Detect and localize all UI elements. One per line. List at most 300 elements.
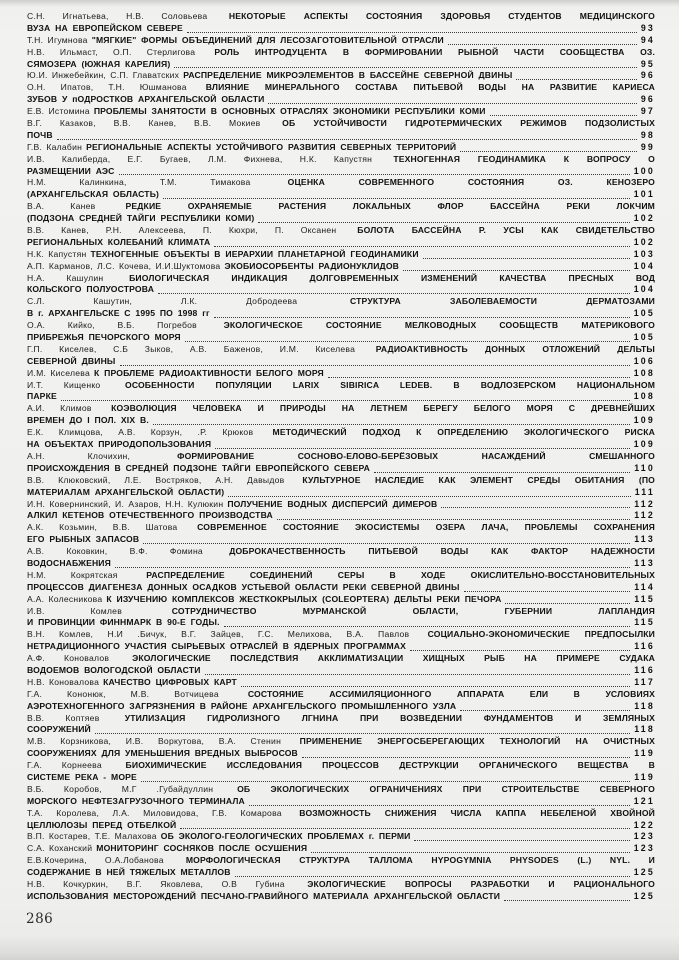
dotted-leader	[120, 364, 630, 366]
toc-title: СОСТОЯНИЕ АССИМИЛЯЦИОННОГО АППАРАТА ЕЛИ В УСЛОВИЯХ	[247, 688, 655, 699]
toc-title: ВОДОЕМОВ ВОЛОГОДСКОЙ ОБЛАСТИ	[27, 664, 201, 675]
toc-line	[27, 617, 655, 629]
dotted-leader	[180, 827, 629, 829]
toc-page-number: 122	[633, 819, 655, 830]
toc-title: ЭКОЛОГИЧЕСКОЕ СОСТОЯНИЕ МЕЛКОВОДНЫХ СООБЩЕСТВ МАТЕРИКОВОГО	[223, 320, 655, 331]
toc-title: РОЛЬ ИНТРОДУЦЕНТА В ФОРМИРОВАНИИ РЫБНОЙ ЧАСТИ СООБЩЕСТВА ОЗ.	[214, 46, 655, 57]
toc-authors: Ю.И. Инжебейкин, С.П. Главатских	[27, 70, 180, 81]
toc-title: ФОРМИРОВАНИЕ СОСНОВО-ЕЛОВО-БЕРЁЗОВЫХ НАСАЖДЕНИЙ СМЕШАННОГО	[177, 450, 655, 461]
toc-entry	[27, 879, 655, 903]
toc-page-number: 116	[634, 641, 655, 652]
dotted-leader	[249, 804, 630, 806]
toc-title: ОБ ЭКОЛОГИЧЕСКИХ ОГРАНИЧЕНИЯХ ПРИ СТРОИТЕЛЬСТВЕ СЕВЕРНОГО	[237, 783, 655, 794]
toc-list	[27, 11, 655, 903]
toc-line	[27, 689, 655, 701]
toc-entry	[27, 320, 655, 344]
toc-entry	[27, 546, 655, 570]
toc-line	[27, 427, 655, 439]
dotted-leader	[205, 673, 631, 675]
toc-authors: А.Н. Клочихин,	[27, 450, 174, 461]
toc-authors: В.В. Канев, Р.Н. Алексеева, П. Кюхри, П. Оксанен	[27, 225, 354, 236]
toc-title: РАСПРЕДЕЛЕНИЕ СОЕДИНЕНИЙ СЕРЫ В ХОДЕ ОКИСЛИТЕЛЬНО-ВОССТАНОВИТЕЛЬНЫХ	[146, 569, 655, 580]
toc-authors: В.В. Клюковский, Л.Е. Востряков, А.Н. Давыдов	[27, 474, 299, 485]
toc-authors: В.Б. Коробов, М.Г .Губайдуллин	[27, 783, 234, 794]
toc-entry	[27, 403, 655, 427]
toc-authors: А.И. Климов	[27, 403, 108, 414]
toc-authors: А.А. Колесникова	[27, 593, 103, 604]
toc-entry	[27, 82, 655, 106]
dotted-leader	[258, 221, 629, 223]
toc-title: (АРХАНГЕЛЬСКАЯ ОБЛАСТЬ)	[27, 189, 160, 200]
dotted-leader	[448, 43, 637, 45]
toc-title: БОЛОТА БАССЕЙНА Р. УСЫ КАК СВИДЕТЕЛЬСТВО	[357, 225, 655, 236]
toc-title: СООРУЖЕНИЯХ ДЛЯ УМЕНЬШЕНИЯ ВРЕДНЫХ ВЫБРОСОВ	[27, 748, 298, 759]
toc-title: СЕВЕРНОЙ ДВИНЫ	[27, 355, 116, 366]
toc-title: УТИЛИЗАЦИЯ ГИДРОЛИЗНОГО ЛГНИНА ПРИ ВОЗВЕДЕНИИ ФУНДАМЕНТОВ И ЗЕМЛЯНЫХ	[124, 712, 655, 723]
toc-page-number: 119	[634, 748, 655, 759]
dotted-leader	[95, 732, 630, 734]
toc-authors: И.М. Киселева	[27, 367, 90, 378]
toc-title: ВРЕМЕН ДО I ПОЛ. XIX В.	[27, 415, 149, 426]
toc-page-number: 112	[634, 498, 655, 509]
toc-line	[27, 439, 655, 451]
toc-authors: И.В. Комлев	[27, 605, 168, 616]
dotted-leader	[215, 447, 630, 449]
toc-line	[27, 47, 655, 59]
toc-title: (ПОДЗОНА СРЕДНЕЙ ТАЙГИ РЕСПУБЛИКИ КОМИ)	[27, 213, 255, 224]
toc-authors: Н.М. Кокрятская	[27, 569, 143, 580]
toc-line	[27, 510, 655, 522]
toc-authors: Н.А. Кашулин	[27, 272, 126, 283]
toc-title: ОБ УСТОЙЧИВОСТИ ГИДРОТЕРМИЧЕСКИХ РЕЖИМОВ ПОДЗОЛИСТЫХ	[282, 118, 655, 129]
toc-line	[27, 130, 655, 142]
toc-entry	[27, 118, 655, 142]
toc-authors: Г.А. Корнеева	[27, 760, 122, 771]
toc-line	[27, 380, 655, 392]
toc-entry	[27, 594, 655, 606]
toc-title: К ПРОБЛЕМЕ РАДИОАКТИВНОСТИ БЕЛОГО МОРЯ	[94, 367, 324, 378]
toc-page-number: 103	[633, 248, 655, 259]
toc-page-number: 95	[640, 58, 655, 69]
toc-authors: Е.В.Кочерина, О.А.Лобанова	[27, 855, 182, 866]
toc-line	[27, 392, 655, 404]
toc-title: СЯМОЗЕРА (ЮЖНАЯ КАРЕЛИЯ)	[27, 58, 171, 69]
toc-page-number: 111	[634, 486, 655, 497]
toc-entry	[27, 35, 655, 47]
toc-authors: В.А. Канев	[27, 201, 122, 212]
toc-page-number: 98	[640, 129, 655, 140]
toc-entry	[27, 47, 655, 71]
toc-entry	[27, 106, 655, 118]
toc-page-number: 125	[633, 867, 655, 878]
toc-entry	[27, 368, 655, 380]
toc-line	[27, 831, 655, 843]
toc-title: СОВРЕМЕННОЕ СОСТОЯНИЕ ЭКОСИСТЕМЫ ОЗЕРА ЛАЧА, ПРОБЛЕМЫ СОХРАНЕНИЯ	[197, 522, 655, 533]
toc-title: МАТЕРИАЛАМ АРХАНГЕЛЬСКОЙ ОБЛАСТИ)	[27, 486, 225, 497]
toc-line	[27, 677, 655, 689]
toc-page-number: 102	[633, 213, 655, 224]
toc-title: ЦЕЛЛЮЛОЗЫ ПЕРЕД ОТБЕЛКОЙ	[27, 819, 177, 830]
toc-entry	[27, 499, 655, 523]
dotted-leader	[460, 150, 637, 152]
toc-page-number: 123	[633, 831, 655, 842]
toc-title: ПРОБЛЕМЫ ЗАНЯТОСТИ В ОСНОВНЫХ ОТРАСЛЯХ ЭКОНОМИКИ РЕСПУБЛИКИ КОМИ	[93, 106, 486, 117]
dotted-leader	[441, 506, 630, 508]
toc-entry	[27, 296, 655, 320]
toc-title: НЕКОТОРЫЕ АСПЕКТЫ СОСТОЯНИЯ ЗДОРОВЬЯ СТУДЕНТОВ МЕДИЦИНСКОГО	[228, 11, 655, 21]
toc-line	[27, 499, 655, 511]
toc-title: РЕДКИЕ ОХРАНЯЕМЫЕ РАСТЕНИЯ ЛОКАЛЬНЫХ ФЛОР БАССЕЙНА РЕКИ ЛОКЧИМ	[125, 201, 655, 212]
toc-entry	[27, 831, 655, 843]
toc-line	[27, 284, 655, 296]
toc-line	[27, 415, 655, 427]
dotted-leader	[423, 257, 630, 259]
toc-title: ЭКОБИОСОРБЕНТЫ РАДИОНУКЛИДОВ	[224, 260, 400, 271]
toc-authors: А.В. Коковкин, В.Ф. Фомина	[27, 546, 226, 557]
toc-page-number: 110	[634, 462, 655, 473]
toc-line	[27, 189, 655, 201]
toc-title: СИСТЕМЕ РЕКА - МОРЕ	[27, 772, 137, 782]
toc-entry	[27, 11, 655, 35]
toc-page-number: 119	[634, 772, 655, 782]
dotted-leader	[268, 102, 636, 104]
toc-line	[27, 142, 655, 154]
toc-line	[27, 82, 655, 94]
toc-line	[27, 70, 655, 82]
dotted-leader	[174, 66, 636, 68]
toc-line	[27, 522, 655, 534]
dotted-leader	[158, 292, 630, 294]
dotted-leader	[235, 875, 630, 877]
toc-line	[27, 35, 655, 47]
toc-entry	[27, 70, 655, 82]
toc-title: ЕГО РЫБНЫХ ЗАПАСОВ	[27, 534, 140, 545]
toc-page-number: 104	[633, 284, 655, 295]
toc-line	[27, 879, 655, 891]
toc-page-number: 93	[640, 22, 655, 33]
toc-page-number: 115	[634, 593, 655, 604]
toc-line	[27, 760, 655, 772]
toc-entry	[27, 713, 655, 737]
toc-title: СОТРУДНИЧЕСТВО МУРМАНСКОЙ ОБЛАСТИ, ГУБЕРНИИ ЛАПЛАНДИЯ	[171, 605, 655, 616]
dotted-leader	[277, 518, 630, 520]
toc-authors: М.В. Корзникова, И.В. Воркутова, В.А. Стенин	[27, 736, 296, 747]
toc-line	[27, 59, 655, 71]
dotted-leader	[57, 138, 637, 140]
toc-page-number: 118	[634, 724, 655, 735]
toc-line	[27, 820, 655, 832]
toc-authors: С.Н. Игнатьева, Н.В. Соловьева	[27, 11, 225, 21]
toc-line	[27, 308, 655, 320]
toc-title: СООРУЖЕНИЙ	[27, 724, 91, 735]
toc-page-number: 115	[634, 617, 655, 628]
toc-line	[27, 594, 655, 606]
dotted-leader	[115, 566, 630, 568]
dotted-leader	[311, 851, 630, 853]
toc-authors: С.А. Коханский	[27, 843, 93, 854]
toc-title: ПОЛУЧЕНИЕ ВОДНЫХ ДИСПЕРСИЙ ДИМЕРОВ	[227, 498, 438, 509]
toc-line	[27, 606, 655, 618]
toc-title: ВОДОСНАБЖЕНИЯ	[27, 557, 111, 568]
toc-authors: Е.К. Климцова, А.В. Корзун, .Р. Крюков	[27, 427, 269, 438]
toc-title: РАДИОАКТИВНОСТЬ ДОННЫХ ОТЛОЖЕНИЙ ДЕЛЬТЫ	[375, 343, 655, 354]
toc-page-number: 105	[633, 332, 655, 343]
toc-entry	[27, 451, 655, 475]
toc-line	[27, 23, 655, 35]
toc-line	[27, 261, 655, 273]
toc-authors: В.В. Коптяев	[27, 712, 121, 723]
toc-title: ТЕХНОГЕННЫЕ ОБЪЕКТЫ В ИЕРАРХИИ ПЛАНЕТАРНОЙ ГЕОДИНАМИКИ	[90, 248, 419, 259]
toc-line	[27, 118, 655, 130]
toc-title: ОСОБЕННОСТИ ПОПУЛЯЦИИ LARIX SIBIRICA LEDEB. В ВОДЛОЗЕРСКОМ НАЦИОНАЛЬНОМ	[125, 379, 655, 390]
dotted-leader	[141, 780, 630, 782]
toc-authors: В.П. Костарев, Т.Е. Малахова	[27, 831, 157, 842]
toc-authors: Н.В. Ильмаст, О.П. Стерлигова	[27, 46, 211, 57]
dotted-leader	[224, 625, 631, 627]
toc-entry	[27, 843, 655, 855]
toc-line	[27, 225, 655, 237]
toc-entry	[27, 570, 655, 594]
dotted-leader	[403, 269, 630, 271]
toc-authors: И.Т. Кищенко	[27, 379, 121, 390]
toc-entry	[27, 201, 655, 225]
dotted-leader	[61, 399, 630, 401]
toc-line	[27, 356, 655, 368]
dotted-leader	[143, 542, 630, 544]
toc-line	[27, 653, 655, 665]
toc-title: И ПРОВИНЦИИ ФИННМАРК В 90-Е ГОДЫ.	[27, 617, 220, 628]
toc-title: РЕГИОНАЛЬНЫЕ АСПЕКТЫ УСТОЙЧИВОГО РАЗВИТИЯ СЕВЕРНЫХ ТЕРРИТОРИЙ	[86, 141, 457, 152]
toc-line	[27, 843, 655, 855]
toc-title: ПРИБРЕЖЬЯ ПЕЧОРСКОГО МОРЯ	[27, 332, 181, 343]
toc-title: В г. АРХАНГЕЛЬСКЕ С 1995 ПО 1998 гг	[27, 308, 210, 319]
toc-authors: В.Н. Комлев, Н.И .Бичук, В.Г. Зайцев, Г.С. Мелихова, В.А. Павлов	[27, 629, 424, 640]
toc-page-number: 105	[633, 308, 655, 319]
toc-entry	[27, 736, 655, 760]
toc-authors: Н.В. Кочкуркин, В.Г. Яковлева, О.В Губина	[27, 879, 304, 890]
toc-line	[27, 534, 655, 546]
toc-line	[27, 796, 655, 808]
toc-title: КУЛЬТУРНОЕ НАСЛЕДИЕ КАК ЭЛЕМЕНТ СРЕДЫ ОБИТАНИЯ (ПО	[302, 474, 655, 485]
toc-entry	[27, 261, 655, 273]
toc-authors: Н.К. Капустян	[27, 248, 87, 259]
toc-line	[27, 451, 655, 463]
toc-authors: Т.Н. Игумнова	[27, 34, 88, 45]
toc-page-number: 125	[633, 890, 655, 901]
toc-title: ЗУБОВ У пОДРОСТКОВ АРХАНГЕЛЬСКОЙ ОБЛАСТИ	[27, 94, 265, 105]
dotted-leader	[460, 709, 630, 711]
toc-line	[27, 344, 655, 356]
toc-title: СОДЕРЖАНИЕ В НЕЙ ТЯЖЕЛЫХ МЕТАЛЛОВ	[27, 867, 231, 878]
toc-title: СТРУКТУРА ЗАБОЛЕВАЕМОСТИ ДЕРМАТОЗАМИ	[350, 296, 655, 307]
toc-page-number: 116	[634, 664, 655, 675]
toc-line	[27, 475, 655, 487]
toc-entry	[27, 154, 655, 178]
toc-title: РЕГИОНАЛЬНЫХ КОЛЕБАНИЙ КЛИМАТА	[27, 236, 211, 247]
toc-entry	[27, 808, 655, 832]
toc-page-number: 94	[640, 34, 655, 45]
toc-line	[27, 368, 655, 380]
toc-line	[27, 320, 655, 332]
toc-authors: А.Ф. Коновалов	[27, 653, 129, 664]
toc-line	[27, 296, 655, 308]
dotted-leader	[490, 114, 637, 116]
dotted-leader	[374, 471, 630, 473]
toc-page-number: 101	[633, 189, 655, 200]
toc-title: АЭРОТЕХНОГЕННОГО ЗАГРЯЗНЕНИЯ В РАЙОНЕ АРХАНГЕЛЬСКОГО ПРОМЫШЛЕННОГО УЗЛА	[27, 700, 457, 711]
toc-page-number: 118	[634, 700, 655, 711]
toc-page-number: 109	[633, 415, 655, 426]
toc-page-number: 104	[633, 260, 655, 271]
toc-page-number: 108	[633, 391, 655, 402]
toc-line	[27, 867, 655, 879]
toc-title: ЭКОЛОГИЧЕСКИЕ ВОПРОСЫ РАЗРАБОТКИ И РАЦИОНАЛЬНОГО	[307, 879, 655, 890]
toc-line	[27, 748, 655, 760]
dotted-leader	[228, 495, 630, 497]
toc-title: АЛКИЛ КЕТЕНОВ ОТЕЧЕСТВЕННОГО ПРОИЗВОДСТВА	[27, 510, 273, 521]
dotted-leader	[119, 173, 630, 175]
dotted-leader	[410, 649, 630, 651]
toc-title: КАЧЕСТВО ЦИФРОВЫХ КАРТ	[103, 676, 237, 687]
toc-entry	[27, 522, 655, 546]
toc-title: МОРФОЛОГИЧЕСКАЯ СТРУКТУРА ТАЛЛОМА HYPOGYMNIA PHYSODES (L.) NYL. И	[185, 855, 655, 866]
toc-title: МОНИТОРИНГ СОСНЯКОВ ПОСЛЕ ОСУШЕНИЯ	[96, 843, 308, 854]
toc-line	[27, 237, 655, 249]
toc-authors: В.Г. Казаков, В.В. Канев, В.В. Мокиев	[27, 118, 279, 129]
toc-title: ВУЗА НА ЕВРОПЕЙСКОМ СЕВЕРЕ	[27, 22, 183, 33]
toc-authors: Г.А. Кононюк, М.В. Вотчицева	[27, 688, 244, 699]
toc-line	[27, 177, 655, 189]
dotted-leader	[241, 685, 630, 687]
dotted-leader	[504, 899, 630, 901]
toc-line	[27, 724, 655, 736]
toc-line	[27, 641, 655, 653]
toc-authors: А.П. Карманов, Л.С. Кочева, И.И.Шуктомова	[27, 260, 221, 271]
toc-page-number: 108	[633, 367, 655, 378]
page-folio: 286	[26, 911, 54, 927]
toc-line	[27, 11, 655, 23]
toc-page-number: 96	[640, 94, 655, 105]
toc-title: ПОЧВ	[27, 129, 53, 140]
dotted-leader	[516, 78, 636, 80]
toc-line	[27, 891, 655, 903]
toc-title: ОБ ЭКОЛОГО-ГЕОЛОГИЧЕСКИХ ПРОБЛЕМАХ г. ПЕРМИ	[160, 831, 411, 842]
dotted-leader	[163, 197, 630, 199]
toc-authors: И.Н. Ковернинский, И. Азаров, Н.Н. Кулюкин	[27, 498, 224, 509]
toc-page-number: 112	[634, 510, 655, 521]
toc-title: "МЯГКИЕ" ФОРМЫ ОБЪЕДИНЕНИЙ ДЛЯ ЛЕСОЗАГОТОВИТЕЛЬНОЙ ОТРАСЛИ	[91, 34, 444, 45]
toc-line	[27, 570, 655, 582]
toc-title: ВЛИЯНИЕ МИНЕРАЛЬНОГО СОСТАВА ПИТЬЕВОЙ ВОДЫ НА РАЗВИТИЕ КАРИЕСА	[205, 82, 655, 93]
toc-line	[27, 463, 655, 475]
dotted-leader	[214, 316, 630, 318]
toc-page-number: 114	[634, 581, 655, 592]
toc-title: ПАРКЕ	[27, 391, 57, 402]
toc-title: ОЦЕНКА СОВРЕМЕННОГО СОСТОЯНИЯ ОЗ. КЕНОЗЕРО	[287, 177, 655, 188]
toc-entry	[27, 760, 655, 784]
toc-page-number: 109	[633, 439, 655, 450]
toc-line	[27, 273, 655, 285]
toc-title: БИОХИМИЧЕСКИЕ ИССЛЕДОВАНИЯ ПРОЦЕССОВ ДЕСТРУКЦИИ ОРГАНИЧЕСКОГО ВЕЩЕСТВА В	[125, 760, 655, 771]
toc-line	[27, 249, 655, 261]
toc-line	[27, 582, 655, 594]
toc-title: ТЕХНОГЕННАЯ ГЕОДИНАМИКА К ВОПРОСУ О	[393, 153, 655, 164]
toc-title: ИСПОЛЬЗОВАНИЯ МЕСТОРОЖДЕНИЙ ПЕСЧАНО-ГРАВИЙНОГО МАТЕРИАЛА АРХАНГЕЛЬСКОЙ ОБЛАСТИ	[27, 890, 501, 901]
toc-title: К ИЗУЧЕНИЮ КОМПЛЕКСОВ ЖЕСТКОКРЫЛЫХ (COLEOPTERA) ДЕЛЬТЫ РЕКИ ПЕЧОРА	[106, 593, 502, 604]
toc-line	[27, 558, 655, 570]
toc-page-number: 113	[634, 557, 655, 568]
toc-title: СОЦИАЛЬНО-ЭКОНОМИЧЕСКИЕ ПРЕДПОСЫЛКИ	[427, 629, 655, 640]
toc-page-number: 113	[634, 534, 655, 545]
toc-entry	[27, 475, 655, 499]
toc-title: МОРСКОГО НЕФТЕЗАГРУЗОЧНОГО ТЕРМИНАЛА	[27, 795, 245, 806]
toc-entry	[27, 629, 655, 653]
toc-line	[27, 106, 655, 118]
toc-entry	[27, 249, 655, 261]
dotted-leader	[185, 340, 630, 342]
toc-page-number: 100	[633, 165, 655, 176]
toc-line	[27, 201, 655, 213]
toc-entry	[27, 427, 655, 451]
toc-line	[27, 701, 655, 713]
dotted-leader	[414, 839, 629, 841]
toc-title: РАСПРЕДЕЛЕНИЕ МИКРОЭЛЕМЕНТОВ В БАССЕЙНЕ СЕВЕРНОЙ ДВИНЫ	[183, 70, 513, 81]
toc-line	[27, 154, 655, 166]
toc-line	[27, 629, 655, 641]
toc-line	[27, 713, 655, 725]
toc-entry	[27, 855, 655, 879]
toc-authors: И.В. Калиберда, Е.Г. Бугаев, Л.М. Фихнева, Н.К. Капустян	[27, 153, 390, 164]
toc-line	[27, 487, 655, 499]
toc-line	[27, 665, 655, 677]
toc-authors: Т.А. Королева, Л.А. Миловидова, Г.В. Комарова	[27, 807, 296, 818]
toc-entry	[27, 142, 655, 154]
toc-title: РАЗМЕЩЕНИИ АЭС	[27, 165, 115, 176]
toc-line	[27, 213, 655, 225]
toc-line	[27, 403, 655, 415]
toc-line	[27, 736, 655, 748]
toc-title: ПРОЦЕССОВ ДИАГЕНЕЗА ДОННЫХ ОСАДКОВ УСТЬЕВОЙ ОБЛАСТИ РЕКИ СЕВЕРНОЙ ДВИНЫ	[27, 581, 460, 592]
toc-page-number: 96	[640, 70, 655, 81]
toc-authors: О.Н. Ипатов, Т.Н. Юшманова	[27, 82, 202, 93]
toc-entry	[27, 380, 655, 404]
toc-title: НА ОБЪЕКТАХ ПРИРОДОПОЛЬЗОВАНИЯ	[27, 439, 212, 450]
toc-page-number: 102	[633, 236, 655, 247]
dotted-leader	[328, 376, 630, 378]
toc-entry	[27, 177, 655, 201]
toc-page-number: 106	[633, 355, 655, 366]
toc-authors: Н.В. Коновалова	[27, 676, 100, 687]
toc-line	[27, 784, 655, 796]
toc-entry	[27, 653, 655, 677]
toc-line	[27, 855, 655, 867]
toc-page-number: 121	[633, 795, 655, 806]
toc-title: ПРИМЕНЕНИЕ ЭНЕРГОСБЕРЕГАЮЩИХ ТЕХНОЛОГИЙ НА ОЧИСТНЫХ	[299, 736, 655, 747]
toc-page-number: 99	[640, 141, 655, 152]
dotted-leader	[464, 590, 631, 592]
toc-authors: О.А. Кийко, В.Б. Погребов	[27, 320, 220, 331]
dotted-leader	[505, 602, 630, 604]
toc-page-number: 123	[633, 843, 655, 854]
toc-line	[27, 166, 655, 178]
toc-entry	[27, 606, 655, 630]
toc-line	[27, 546, 655, 558]
dotted-leader	[153, 423, 630, 425]
toc-entry	[27, 784, 655, 808]
toc-line	[27, 772, 655, 784]
toc-title: МЕТОДИЧЕСКИЙ ПОДХОД К ОПРЕДЕЛЕНИЮ ЭКОЛОГИЧЕСКОГО РИСКА	[272, 427, 655, 438]
toc-entry	[27, 344, 655, 368]
